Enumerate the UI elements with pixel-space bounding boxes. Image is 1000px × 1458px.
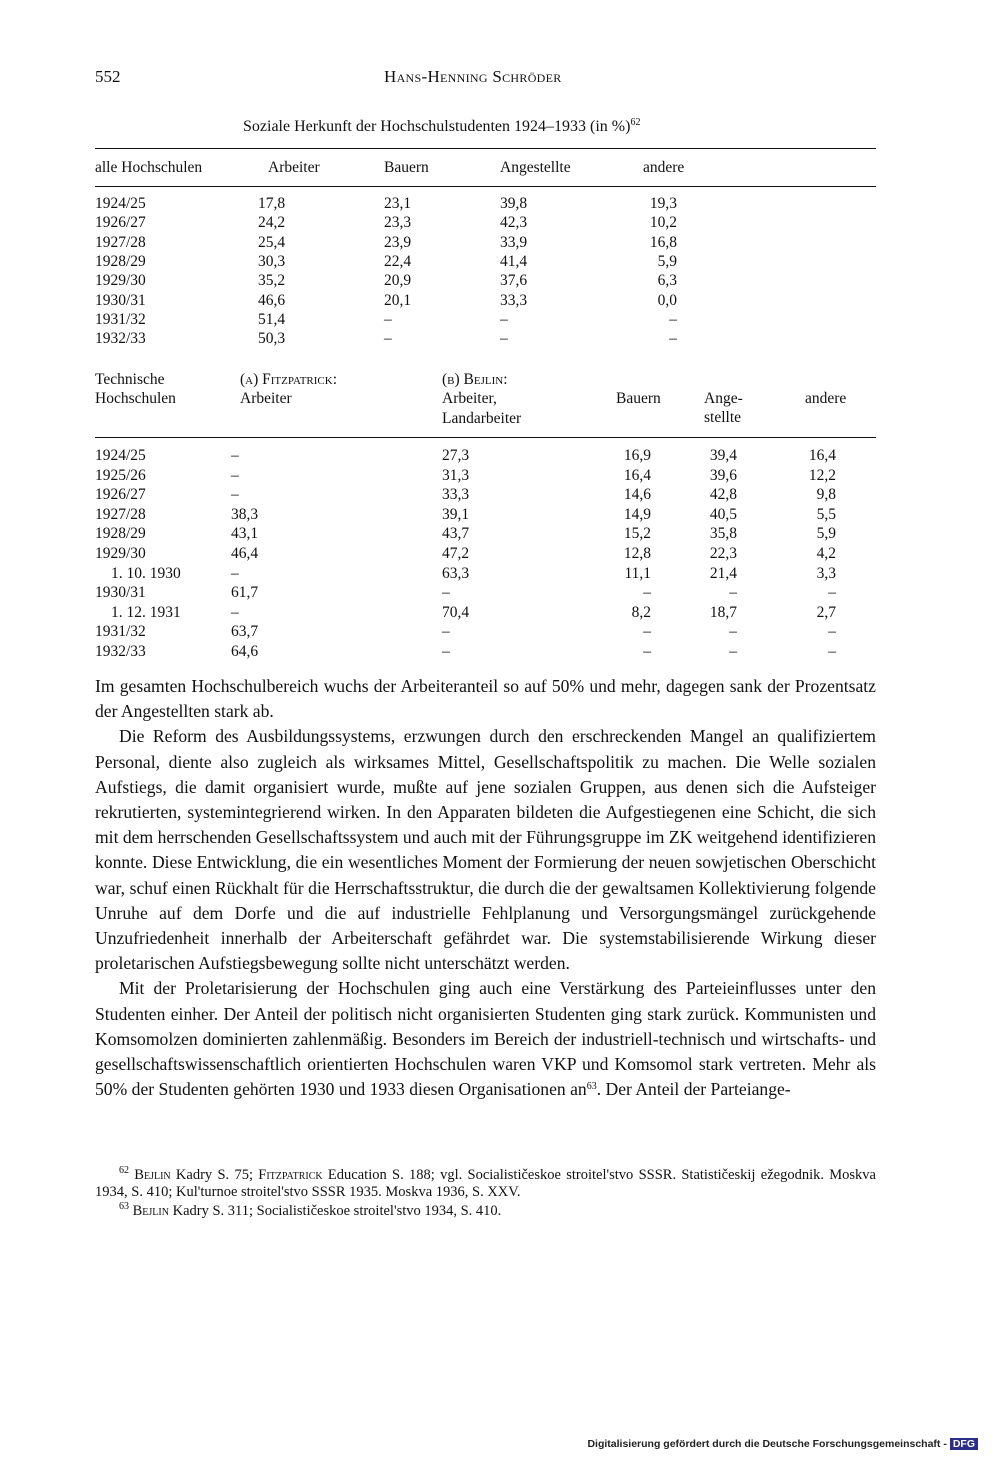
table-cell: –: [500, 310, 508, 328]
table-cell: 1. 10. 1930: [111, 564, 181, 582]
table-row: [0, 583, 1000, 603]
t2-head-rule: [95, 437, 876, 438]
t1-col-head-1: Arbeiter: [268, 159, 320, 176]
footnote-63: $^{63}$ Bejlin Kadry S. 311; Socialističeskoe stroitel'stvo 1934, S. 410.: [119, 1201, 502, 1219]
t2-head-col5: andere: [805, 390, 847, 407]
table-cell: –: [231, 447, 239, 464]
table-row: [0, 329, 1000, 348]
table-cell: –: [384, 330, 392, 348]
table-row: [0, 622, 1000, 642]
table-cell: 8,2: [631, 603, 651, 621]
table-cell: 39,8: [500, 195, 528, 212]
body-text: [95, 674, 876, 1102]
table-cell: 4,2: [816, 545, 836, 562]
table-cell: –: [643, 623, 651, 641]
table-cell: 10,2: [649, 214, 677, 232]
t2-head-col4-line1: Ange-: [704, 390, 743, 407]
table-cell: 16,4: [808, 447, 836, 464]
table-cell: 0,0: [657, 291, 677, 309]
table-cell: 5,9: [657, 252, 677, 270]
table-cell: –: [231, 466, 239, 484]
table-cell: 11,1: [624, 564, 651, 582]
table-cell: 40,5: [709, 505, 737, 523]
table-row: [0, 446, 1000, 466]
footnotes: [95, 1167, 876, 1222]
table-cell: 42,3: [500, 214, 528, 232]
table-cell: 39,6: [709, 466, 737, 484]
table-cell: 16,9: [623, 447, 651, 464]
table-cell: 24,2: [258, 214, 286, 232]
t2-head-col4-line2: stellte: [704, 409, 742, 427]
table-row: [0, 603, 1000, 623]
t1-col-head-3: Angestellte: [500, 159, 571, 176]
table-cell: 12,2: [808, 466, 836, 484]
table-cell: 17,8: [258, 195, 286, 212]
t1-col-head-0: alle Hochschulen: [95, 159, 203, 176]
table-cell: 43,1: [231, 525, 259, 543]
table-row: [0, 466, 1000, 486]
table-cell: 22,3: [709, 545, 737, 562]
table-cell: 16,4: [623, 466, 651, 484]
table-cell: 41,4: [500, 252, 528, 270]
table-cell: 33,3: [500, 291, 528, 309]
table-cell: 1931/32: [95, 310, 146, 328]
table-cell: 23,3: [384, 214, 412, 232]
t2-head-col1-source: (a) Fitzpatrick:: [240, 371, 338, 388]
table-cell: 1930/31: [95, 291, 146, 309]
table-cell: –: [729, 584, 737, 602]
table-cell: 5,5: [816, 505, 836, 523]
table-cell: 1926/27: [95, 486, 146, 504]
table-cell: –: [643, 643, 651, 660]
table-row: [0, 194, 1000, 213]
table-rule-top: [95, 148, 876, 149]
t2-head-col0-line1: Technische: [95, 371, 165, 388]
table-row: [0, 252, 1000, 271]
table-cell: 1. 12. 1931: [111, 603, 181, 621]
table-cell: 33,9: [500, 233, 528, 251]
t2-head-col4: [704, 389, 743, 428]
table-cell: –: [828, 584, 836, 602]
table-cell: 1932/33: [95, 643, 146, 660]
table-caption: Soziale Herkunft der Hochschulstudenten 1924–1933 (in %)$^{62}$: [243, 117, 641, 135]
table-cell: 1932/33: [95, 330, 146, 348]
table-cell: 30,3: [258, 252, 286, 270]
table-cell: 25,4: [258, 233, 286, 251]
table-cell: –: [231, 486, 239, 504]
table-cell: 9,8: [816, 486, 836, 504]
table-row: [0, 485, 1000, 505]
table-cell: 16,8: [649, 233, 677, 251]
table-row: [0, 213, 1000, 232]
table-cell: 1929/30: [95, 272, 146, 290]
table-cell: –: [828, 643, 836, 660]
table-row: [0, 642, 1000, 662]
table-row: [0, 544, 1000, 564]
table-cell: 35,8: [709, 525, 737, 543]
t2-head-col0-line2: Hochschulen: [95, 390, 176, 408]
footnote-ref-62[interactable]: 62: [630, 117, 641, 128]
table-cell: 38,3: [231, 505, 259, 523]
table-cell: –: [500, 330, 508, 348]
table-cell: –: [384, 310, 392, 328]
t2-head-col1-label: Arbeiter: [240, 390, 292, 408]
t2-head-col3: Bauern: [616, 390, 661, 407]
table-cell: –: [729, 623, 737, 641]
table-cell: –: [231, 603, 239, 621]
table-cell: 23,9: [384, 233, 412, 251]
table-row: [0, 564, 1000, 584]
table-cell: –: [442, 643, 450, 660]
table-cell: 19,3: [649, 195, 677, 212]
table-cell: 51,4: [258, 310, 286, 328]
table-cell: 1925/26: [95, 466, 146, 484]
running-head-author: Hans-Henning Schröder: [384, 67, 562, 86]
dfg-logo: DFG: [950, 1438, 978, 1450]
table-cell: 1927/28: [95, 505, 146, 523]
table-cell: 43,7: [442, 525, 470, 543]
table-cell: 14,9: [623, 505, 651, 523]
t2-head-col2-label2: Landarbeiter: [442, 409, 522, 427]
paragraph-3: Mit der Proletarisierung der Hochschulen ging auch eine Verstärkung des Parteieinflusses unter den Studenten einher. Der Anteil der politisch nicht organisierten Studenten ging stark zurück. Kommunisten und Komsomolzen dominierten zahlenmäßig. Besonders im Bereich der industriell-technisch und wirtschafts- und gesellschaftswissenschaftlich orientierten Hochschulen waren VKP und Komsomol stark vertreten. Mehr als 50% der Studenten gehörten 1930 und 1933 diesen Organisationen $an^{63}$. Der Anteil der Parteiange-: [95, 978, 876, 1100]
table-cell: 5,9: [816, 525, 836, 543]
table-row: [0, 310, 1000, 329]
table-cell: 18,7: [709, 603, 737, 621]
table-cell: 21,4: [709, 564, 737, 582]
t2-head-col2-source: (b) Bejlin:: [442, 371, 508, 388]
table-cell: 33,3: [442, 486, 470, 504]
table-cell: –: [643, 584, 651, 602]
table-cell: –: [729, 643, 737, 660]
table-cell: 46,4: [231, 545, 259, 562]
t1-col-head-4: andere: [643, 159, 685, 176]
paragraph-1: Im gesamten Hochschulbereich wuchs der Arbeiteranteil so auf 50% und mehr, dagegen sank der Prozentsatz der Angestellten stark ab.: [95, 676, 876, 722]
table-cell: 12,8: [623, 545, 651, 562]
table-cell: 23,1: [384, 195, 412, 212]
table-cell: 1928/29: [95, 525, 146, 543]
table-cell: –: [442, 623, 450, 641]
table-cell: 64,6: [231, 643, 259, 660]
table-cell: 14,6: [623, 486, 651, 504]
page-number: 552: [95, 67, 121, 86]
table-row: [0, 291, 1000, 310]
table-cell: –: [669, 330, 677, 348]
table-cell: 35,2: [258, 272, 286, 290]
table-cell: 1924/25: [95, 447, 146, 464]
table-cell: 46,6: [258, 291, 286, 309]
table-cell: 50,3: [258, 330, 286, 348]
footnote-ref-63[interactable]: 63: [586, 1081, 597, 1093]
table-row: [0, 505, 1000, 525]
table-cell: 15,2: [623, 525, 651, 543]
table-cell: 63,7: [231, 623, 259, 641]
table-cell: –: [828, 623, 836, 641]
table-cell: 20,1: [384, 291, 412, 309]
table-cell: 37,6: [500, 272, 528, 290]
table-cell: 1930/31: [95, 584, 146, 602]
table-row: [0, 233, 1000, 252]
table-cell: 39,4: [709, 447, 737, 464]
t2-head-col2: [442, 370, 521, 428]
table-cell: 63,3: [442, 564, 470, 582]
table-cell: –: [442, 584, 450, 602]
t2-head-col0: [95, 370, 176, 409]
t1-head-rule: [95, 186, 876, 187]
table-cell: 70,4: [442, 603, 470, 621]
paragraph-2: Die Reform des Ausbildungssystems, erzwungen durch den erschreckenden Mangel an qualifiziertem Personal, diente also zugleich als wirksames Mittel, Gesellschaftspolitik zu machen. Die Welle sozialen Aufstiegs, die damit organisiert wurde, mußte auf jene sozialen Gruppen, aus denen sich die Aufsteiger rekrutierten, systemintegrierend wirken. In den Apparaten bildeten die Aufgestiegenen eine Schicht, die sich mit dem herrschenden Gesellschaftssystem und auch mit der Führungsgruppe im ZK weitgehend identifizieren konnte. Diese Entwicklung, die ein wesentliches Moment der Formierung der neuen sowjetischen Oberschicht war, schuf einen Rückhalt für die Herrschaftsstruktur, die durch die der gewaltsamen Kollektivierung folgende Unruhe auf dem Dorfe und die auf industrielle Fehlplanung und Versorgungsmängel zurückgehende Unzufriedenheit innerhalb der Arbeiterschaft gefährdet war. Die systemstabilisierende Wirkung dieser proletarischen Aufstiegsbewegung sollte nicht unterschätzt werden.: [95, 726, 876, 974]
table-cell: –: [231, 564, 239, 582]
footnote-62: $^{62}$ Bejlin Kadry S. 75; Fitzpatrick Education S. 188; vgl. Socialističeskoe stroitel'stvo SSSR. Statističeskij ežegodnik. Moskva 1934, S. 410; Kul'turnoe stroitel'stvo SSSR 1935. Moskva 1936, S. XXV.: [95, 1165, 876, 1200]
table-row: [0, 271, 1000, 290]
digitization-credit: Digitalisierung gefördert durch die Deutsche Forschungsgemeinschaft - DFG: [587, 1438, 978, 1450]
table-cell: 1929/30: [95, 545, 146, 562]
table-cell: 2,7: [816, 603, 836, 621]
table-cell: 42,8: [709, 486, 737, 504]
table-cell: 3,3: [816, 564, 836, 582]
t2-head-col2-label1: Arbeiter,: [442, 390, 497, 408]
table-cell: 1928/29: [95, 252, 146, 270]
table-cell: 1927/28: [95, 233, 146, 251]
table-cell: 31,3: [442, 466, 470, 484]
table-cell: 22,4: [384, 252, 412, 270]
t1-col-head-2: Bauern: [384, 159, 429, 176]
table-cell: 47,2: [442, 545, 470, 562]
table-cell: 1926/27: [95, 214, 146, 232]
table-cell: 6,3: [657, 272, 677, 290]
table-cell: 61,7: [231, 584, 259, 602]
table-cell: 27,3: [442, 447, 470, 464]
table-row: [0, 524, 1000, 544]
table-cell: 39,1: [442, 505, 470, 523]
table-cell: 1924/25: [95, 195, 146, 212]
table-cell: –: [669, 310, 677, 328]
t2-head-col1: [240, 370, 337, 409]
table-cell: 20,9: [384, 272, 412, 290]
table-cell: 1931/32: [95, 623, 146, 641]
